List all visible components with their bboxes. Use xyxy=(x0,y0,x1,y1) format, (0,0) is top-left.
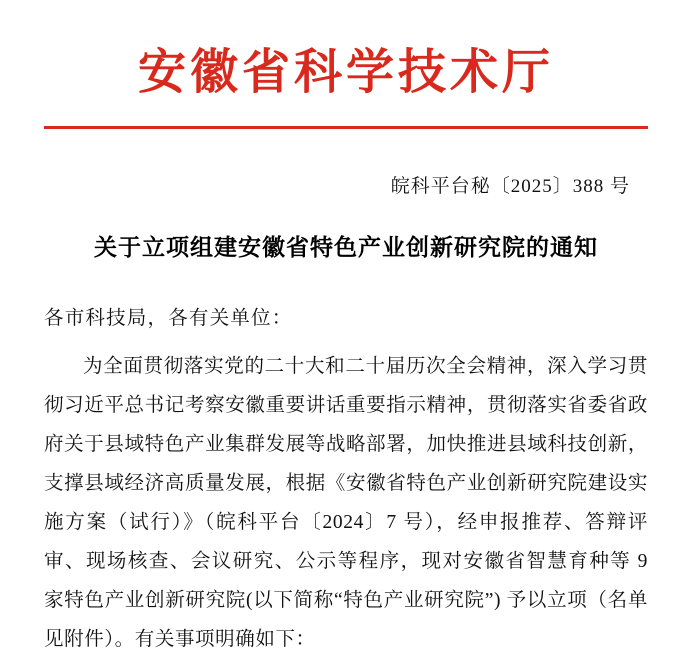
document-body xyxy=(44,300,648,659)
issuing-organization-title: 安徽省科学技术厅 xyxy=(137,44,554,100)
page-title: 关于立项组建安徽省特色产业创新研究院的通知 xyxy=(94,233,598,261)
salutation: 各市科技局，各有关单位： xyxy=(44,307,293,329)
document-number-row xyxy=(44,171,648,198)
document-masthead xyxy=(44,0,648,100)
masthead-red-rule xyxy=(44,126,648,129)
body-paragraph: 为全面贯彻落实党的二十大和二十届历次全会精神，深入学习贯彻习近平总书记考察安徽重要讲话重要指示精神，贯彻落实省委省政府关于县域特色产业集群发展等战略部署，加快推进县域科技创新，支撑县域经济高质量发展，根据《安徽省特色产业创新研究院建设实施方案（试行）》（皖科平台〔2024〕7 号），经申报推荐、答辩评审、现场核查、会议研究、公示等程序，现对安徽省智慧育种等 9 家特色产业创新研究院(以下简称“特色产业研究院”) 予以立项（名单见附件）。有关事项明确如下： xyxy=(44,355,648,650)
document-number: 皖科平台秘〔2025〕388 号 xyxy=(390,175,630,197)
document-title-row xyxy=(44,232,648,264)
